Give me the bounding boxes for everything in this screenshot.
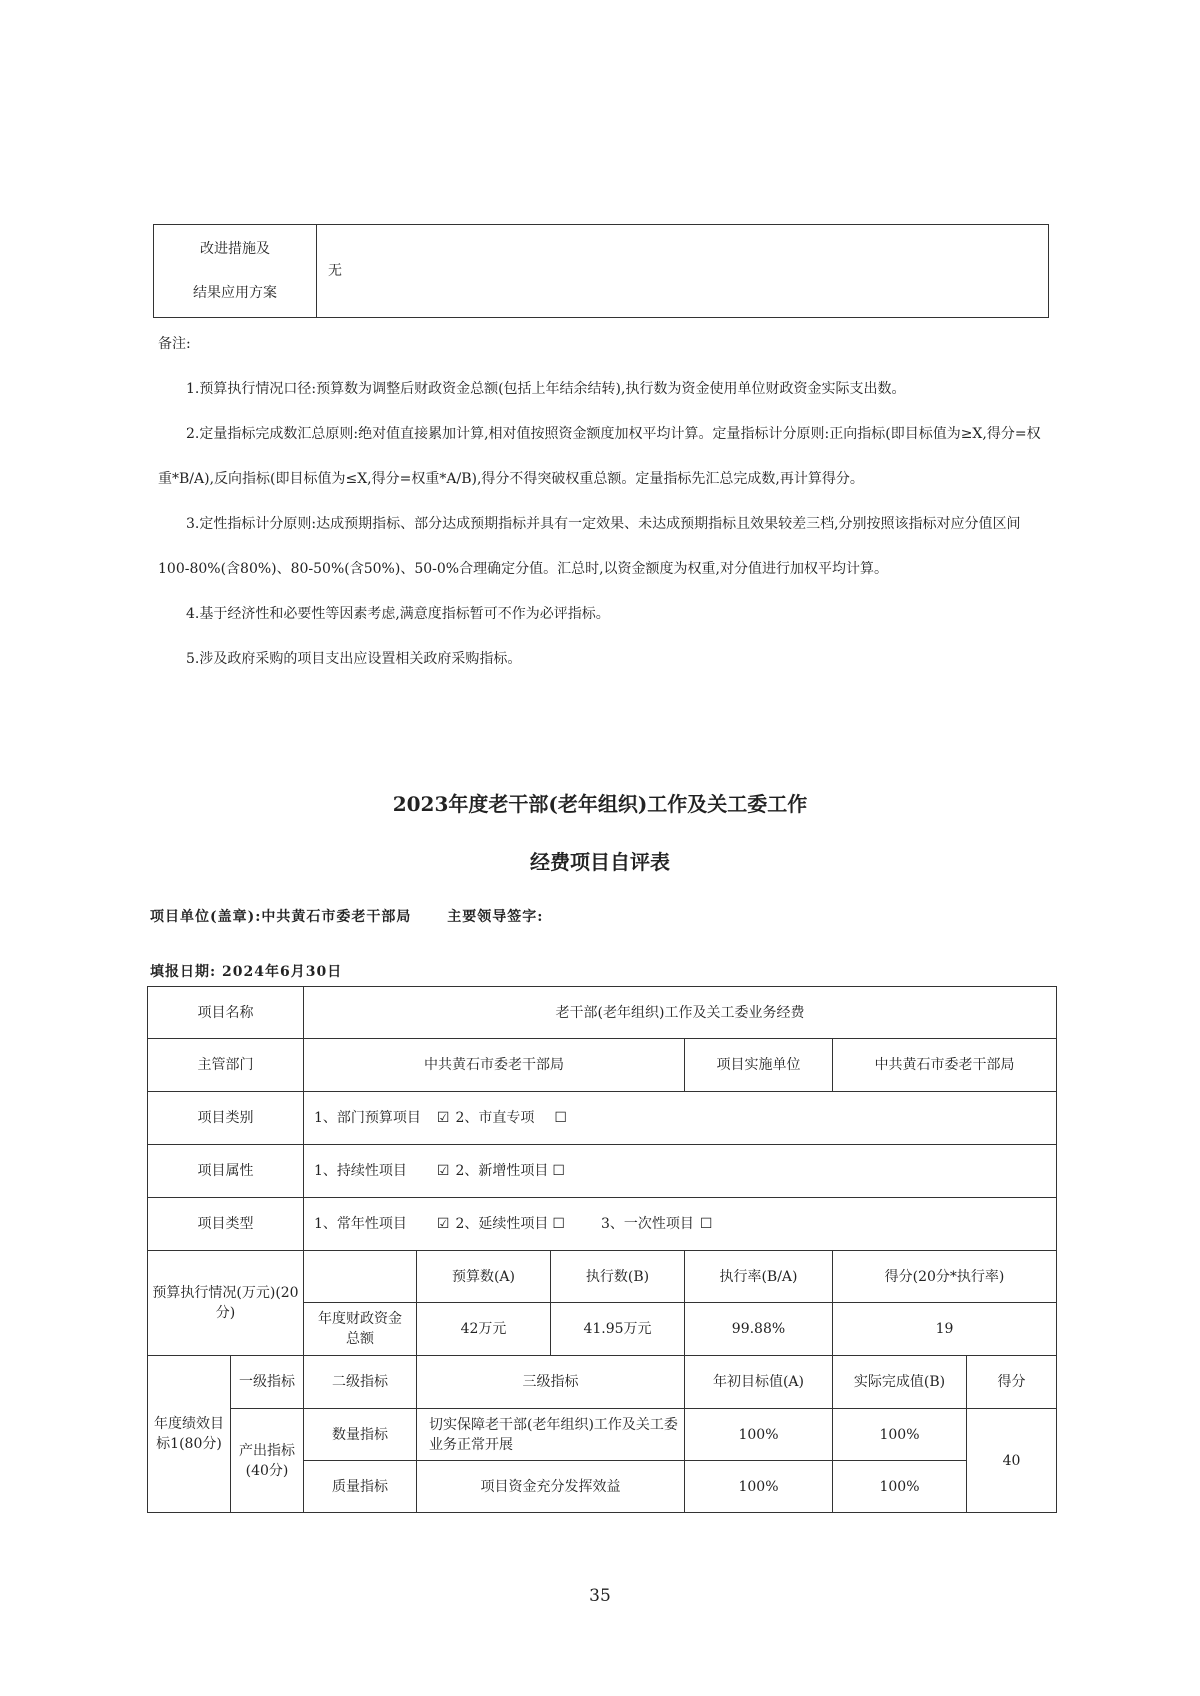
fill-date: 填报日期: 2024年6月30日 [150,964,343,980]
budget-value: 42万元 [417,1303,551,1356]
col-level1: 一级指标 [231,1356,304,1409]
output-indicator-label: 产出指标(40分) [231,1409,304,1513]
perf-score-value: 40 [967,1409,1057,1513]
note-item: 4.基于经济性和必要性等因素考虑,满意度指标暂可不作为必评指标。 [186,606,610,622]
note-item: 3.定性指标计分原则:达成预期指标、部分达成预期指标并具有一定效果、未达成预期指标且效果较差三档,分别按照该指标对应分值区间100-80%(含80%)、80-50%(含50%)、50-0%合理确定分值。汇总时,以资金额度为权重,对分值进行加权平均计算。 [158,516,1021,577]
actual-value: 100% [833,1461,967,1513]
level3-text: 切实保障老干部(老年组织)工作及关工委业务正常开展 [417,1409,685,1461]
table-row: 数量指标 [304,1409,417,1461]
improvement-value: 无 [317,225,1049,318]
category-options: 1、部门预算项目 ☑ 2、市直专项 ☐ [304,1092,1057,1145]
checked-box-icon[interactable]: ☑ [436,1110,450,1126]
note-item: 1.预算执行情况口径:预算数为调整后财政资金总额(包括上年结余结转),执行数为资金使用单位财政资金实际支出数。 [186,381,906,397]
project-name-label: 项目名称 [148,987,304,1039]
improvement-table [153,224,1049,318]
level3-text: 项目资金充分发挥效益 [417,1461,685,1513]
col-actual: 实际完成值(B) [833,1356,967,1409]
impl-label: 项目实施单位 [685,1039,833,1092]
target-value: 100% [685,1461,833,1513]
score-value: 19 [833,1303,1057,1356]
notes-section [158,322,1048,682]
target-value: 100% [685,1409,833,1461]
dept-label: 主管部门 [148,1039,304,1092]
col-score: 得分(20分*执行率) [833,1251,1057,1303]
attr-label: 项目属性 [148,1145,304,1198]
type-label: 项目类型 [148,1198,304,1251]
impl-value: 中共黄石市委老干部局 [833,1039,1057,1092]
exec-value: 41.95万元 [551,1303,685,1356]
annual-fund-label: 年度财政资金总额 [304,1303,417,1356]
checked-box-icon[interactable]: ☑ [436,1216,450,1232]
page-number: 35 [589,1586,611,1606]
perf-goal-label: 年度绩效目标1(80分) [148,1356,231,1513]
col-level3: 三级指标 [417,1356,685,1409]
attr-options: 1、持续性项目 ☑ 2、新增性项目 ☐ [304,1145,1057,1198]
table-row: 质量指标 [304,1461,417,1513]
unchecked-box-icon[interactable]: ☐ [699,1216,713,1232]
col-exec: 执行数(B) [551,1251,685,1303]
unchecked-box-icon[interactable]: ☐ [554,1110,567,1126]
unchecked-box-icon[interactable]: ☐ [552,1163,565,1179]
self-evaluation-table [147,986,1057,1513]
budget-empty-cell [304,1251,417,1303]
category-label: 项目类别 [148,1092,304,1145]
project-name-value: 老干部(老年组织)工作及关工委业务经费 [304,987,1057,1039]
dept-value: 中共黄石市委老干部局 [304,1039,685,1092]
note-item: 5.涉及政府采购的项目支出应设置相关政府采购指标。 [186,651,522,667]
doc-title-line1: 2023年度老干部(老年组织)工作及关工委工作 [392,792,808,816]
col-level2: 二级指标 [304,1356,417,1409]
col-budget: 预算数(A) [417,1251,551,1303]
actual-value: 100% [833,1409,967,1461]
notes-header: 备注: [158,336,191,352]
budget-label: 预算执行情况(万元)(20分) [148,1251,304,1356]
leader-signature: 主要领导签字: [447,909,544,925]
unchecked-box-icon[interactable]: ☐ [552,1216,565,1232]
col-rate: 执行率(B/A) [685,1251,833,1303]
improvement-label: 改进措施及 结果应用方案 [154,225,317,318]
col-perf-score: 得分 [967,1356,1057,1409]
col-target: 年初目标值(A) [685,1356,833,1409]
note-item: 2.定量指标完成数汇总原则:绝对值直接累加计算,相对值按照资金额度加权平均计算。定量指标计分原则:正向指标(即目标值为≥X,得分=权重*B/A),反向指标(即目标值为≤X,得分=权重*A/B),得分不得突破权重总额。定量指标先汇总完成数,再计算得分。 [158,426,1041,487]
doc-title-line2: 经费项目自评表 [530,850,670,874]
rate-value: 99.88% [685,1303,833,1356]
project-unit: 项目单位(盖章):中共黄石市委老干部局 主要领导签字: [150,909,544,925]
checked-box-icon[interactable]: ☑ [436,1163,450,1179]
type-options: 1、常年性项目 ☑ 2、延续性项目 ☐ 3、一次性项目 ☐ [304,1198,1057,1251]
